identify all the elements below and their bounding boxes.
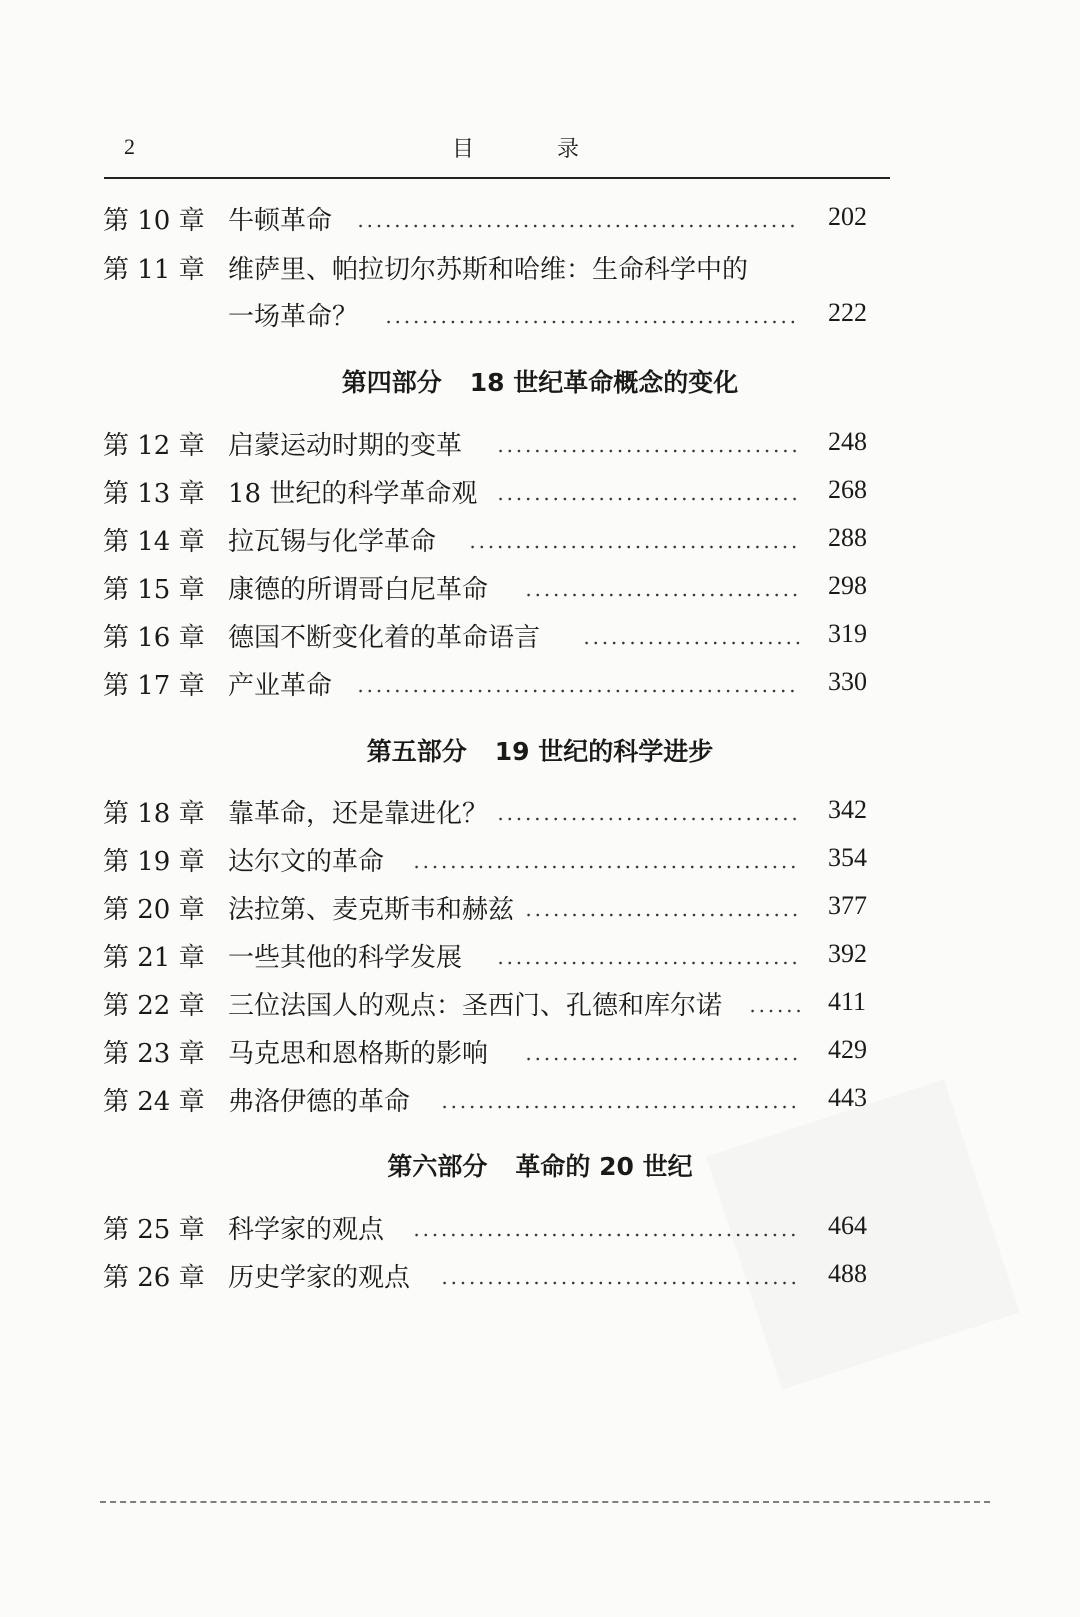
toc-entry-ch22[interactable]	[0, 985, 1080, 1029]
chapter-number: 第 22 章	[103, 991, 205, 1021]
leader-dots	[524, 1057, 800, 1061]
chapter-number: 第 15 章	[103, 575, 205, 605]
page-ref: 342	[828, 795, 867, 824]
chapter-title: 维萨里、帕拉切尔苏斯和哈维：生命科学中的	[228, 255, 749, 285]
chapter-number: 第 12 章	[103, 431, 205, 461]
chapter-number: 第 20 章	[103, 895, 205, 925]
chapter-title: 弗洛伊德的革命	[228, 1087, 411, 1117]
page-ref: 377	[828, 891, 867, 920]
toc-entry-ch18[interactable]	[0, 793, 1080, 837]
part-title: 革命的 20 世纪	[515, 1152, 693, 1181]
chapter-title: 科学家的观点	[228, 1215, 385, 1245]
leader-dots	[524, 913, 800, 917]
chapter-number: 第 13 章	[103, 479, 205, 509]
page-ref: 202	[828, 202, 867, 231]
page-header	[0, 0, 1080, 200]
part-heading-6	[0, 1147, 1080, 1183]
chapter-title: 18 世纪的科学革命观	[228, 479, 478, 509]
toc-entry-ch20[interactable]	[0, 889, 1080, 933]
part-title: 18 世纪革命概念的变化	[469, 368, 739, 397]
page-ref: 443	[828, 1083, 867, 1112]
leader-dots	[384, 320, 800, 324]
footer-rule	[100, 1501, 990, 1503]
toc-entry-ch16[interactable]	[0, 617, 1080, 661]
chapter-title: 达尔文的革命	[228, 847, 385, 877]
page-ref: 488	[828, 1259, 867, 1288]
leader-dots	[356, 224, 800, 228]
page-number: 2	[124, 134, 135, 159]
toc-entry-ch17[interactable]	[0, 665, 1080, 709]
leader-dots	[412, 1233, 800, 1237]
chapter-title: 一些其他的科学发展	[228, 943, 463, 973]
chapter-number: 第 26 章	[103, 1263, 205, 1293]
chapter-number: 第 23 章	[103, 1039, 205, 1069]
chapter-title: 法拉第、麦克斯韦和赫兹	[228, 895, 515, 925]
chapter-number: 第 19 章	[103, 847, 205, 877]
page-ref: 330	[828, 667, 867, 696]
page-ref: 248	[828, 427, 867, 456]
chapter-number: 第 14 章	[103, 527, 205, 557]
page-ref: 268	[828, 475, 867, 504]
toc-entry-ch13[interactable]	[0, 473, 1080, 517]
chapter-title: 德国不断变化着的革命语言	[228, 623, 541, 653]
toc-entry-ch21[interactable]	[0, 937, 1080, 981]
toc-entry-ch12[interactable]	[0, 425, 1080, 469]
chapter-number: 第 18 章	[103, 799, 205, 829]
part-heading-5	[0, 732, 1080, 768]
part-label: 第五部分	[366, 737, 467, 766]
leader-dots	[356, 689, 800, 693]
toc-entry-ch26[interactable]	[0, 1257, 1080, 1301]
chapter-number: 第 11 章	[103, 255, 205, 285]
part-label: 第六部分	[387, 1152, 488, 1181]
chapter-number: 第 25 章	[103, 1215, 205, 1245]
chapter-title: 产业革命	[228, 671, 333, 701]
leader-dots	[582, 641, 800, 645]
chapter-title: 马克思和恩格斯的影响	[228, 1039, 489, 1069]
leader-dots	[440, 1281, 800, 1285]
header-rule	[104, 177, 890, 179]
leader-dots	[440, 1105, 800, 1109]
toc-entry-ch11[interactable]	[0, 249, 1080, 293]
leader-dots	[496, 449, 800, 453]
chapter-title: 靠革命，还是靠进化？	[228, 799, 489, 829]
toc-entry-ch14[interactable]	[0, 521, 1080, 565]
chapter-number: 第 16 章	[103, 623, 205, 653]
chapter-title: 拉瓦锡与化学革命	[228, 527, 437, 557]
page-ref: 298	[828, 571, 867, 600]
leader-dots	[524, 593, 800, 597]
leader-dots	[412, 865, 800, 869]
toc-entry-ch19[interactable]	[0, 841, 1080, 885]
toc-entry-ch25[interactable]	[0, 1209, 1080, 1253]
leader-dots	[748, 1009, 800, 1013]
chapter-title: 牛顿革命	[228, 206, 333, 236]
chapter-number: 第 24 章	[103, 1087, 205, 1117]
leader-dots	[496, 497, 800, 501]
leader-dots	[496, 817, 800, 821]
page-ref: 222	[828, 298, 867, 327]
chapter-title: 历史学家的观点	[228, 1263, 411, 1293]
page-ref: 411	[828, 987, 867, 1016]
toc-entry-ch23[interactable]	[0, 1033, 1080, 1077]
chapter-number: 第 21 章	[103, 943, 205, 973]
leader-dots	[496, 961, 800, 965]
running-title: 目 录	[452, 137, 617, 162]
chapter-number: 第 17 章	[103, 671, 205, 701]
chapter-number: 第 10 章	[103, 206, 205, 236]
chapter-title: 三位法国人的观点：圣西门、孔德和库尔诺	[228, 991, 723, 1021]
page-ref: 288	[828, 523, 867, 552]
chapter-title: 启蒙运动时期的变革	[228, 431, 463, 461]
part-title: 19 世纪的科学进步	[494, 737, 714, 766]
toc-entry-ch11-cont[interactable]	[0, 296, 1080, 340]
part-label: 第四部分	[341, 368, 442, 397]
toc-entry-ch24[interactable]	[0, 1081, 1080, 1125]
chapter-title-continued: 一场革命？	[228, 302, 359, 332]
part-heading-4	[0, 363, 1080, 399]
leader-dots	[468, 545, 800, 549]
page-ref: 429	[828, 1035, 867, 1064]
page-ref: 319	[828, 619, 867, 648]
toc-entry-ch15[interactable]	[0, 569, 1080, 613]
page-ref: 464	[828, 1211, 867, 1240]
chapter-title: 康德的所谓哥白尼革命	[228, 575, 489, 605]
toc-entry-ch10[interactable]	[0, 200, 1080, 244]
page-ref: 392	[828, 939, 867, 968]
page-ref: 354	[828, 843, 867, 872]
